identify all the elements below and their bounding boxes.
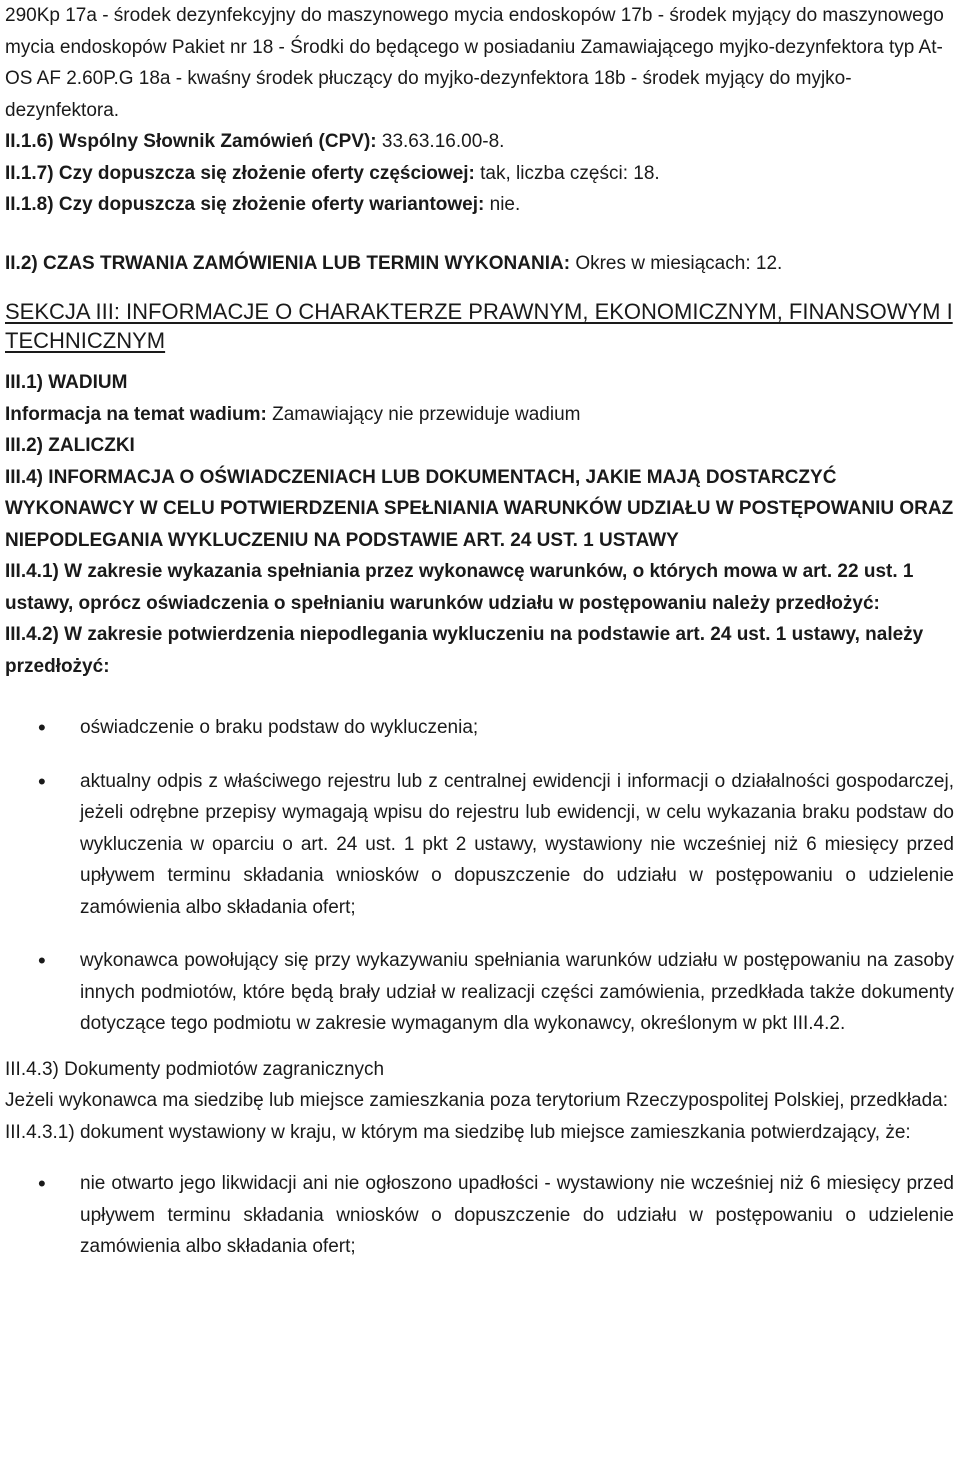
iii42-list: [5, 712, 954, 1040]
spacer: [5, 682, 954, 712]
variant-offer-line: [5, 189, 954, 221]
iii42-heading: III.4.2) W zakresie potwierdzenia niepodlegania wykluczeniu na podstawie art. 24 ust. 1 ustawy, należy przedłożyć:: [5, 624, 924, 677]
spacer: [5, 744, 954, 766]
duration-value: Okres w miesiącach: 12.: [575, 252, 783, 274]
iii43-text: Jeżeli wykonawca ma siedzibę lub miejsce zamieszkania poza terytorium Rzeczypospolitej Polskiej, przedkłada:: [5, 1090, 949, 1111]
list-item: • oświadczenie o braku podstaw do wykluczenia;: [5, 712, 954, 744]
iii4-heading: III.4) INFORMACJA O OŚWIADCZENIACH LUB DOKUMENTACH, JAKIE MAJĄ DOSTARCZYĆ WYKONAWCY W CELU POTWIERDZENIA SPEŁNIANIA WARUNKÓW UDZIAŁU W POSTĘPOWANIU ORAZ NIEPODLEGANIA WYKLUCZENIU NA PODSTAWIE ART. 24 UST. 1 USTAWY: [5, 466, 954, 551]
zaliczki-heading: III.2) ZALICZKI: [5, 435, 135, 456]
duration-line: [5, 248, 954, 280]
section-3-title: SEKCJA III: INFORMACJE O CHARAKTERZE PRAWNYM, EKONOMICZNYM, FINANSOWYM I TECHNICZNYM: [5, 299, 953, 353]
wadium-label: Informacja na temat wadium:: [5, 403, 267, 425]
cpv-label: II.1.6) Wspólny Słownik Zamówień (CPV):: [5, 131, 377, 152]
wadium-heading: III.1) WADIUM: [5, 372, 128, 393]
partial-offer-label: II.1.7) Czy dopuszcza się złożenie oferty częściowej:: [5, 162, 475, 184]
partial-offer-value: tak, liczba części: 18.: [480, 162, 660, 184]
iii43-heading: III.4.3) Dokumenty podmiotów zagranicznych: [5, 1058, 385, 1080]
wadium-line: [5, 399, 954, 431]
iii41-heading: III.4.1) W zakresie wykazania spełniania przez wykonawcę warunków, o których mowa w art. 22 ust. 1 ustawy, oprócz oświadczenia o spełnianiu warunków udziału w postępowaniu należy przedłożyć:: [5, 561, 914, 614]
spacer: [5, 221, 954, 248]
spacer: [5, 355, 954, 367]
list-item: • wykonawca powołujący się przy wykazywaniu spełniania warunków udziału w postępowaniu na zasoby innych podmiotów, które będą brały udział w realizacji części zamówienia, przedkłada także dokumenty dotyczące tego podmiotu w zakresie wymaganym dla wykonawcy, określonym w pkt III.4.2.: [5, 945, 954, 1040]
variant-offer-value: nie.: [489, 194, 521, 215]
list-item: • aktualny odpis z właściwego rejestru lub z centralnej ewidencji i informacji o działalności gospodarczej, jeżeli odrębne przepisy wymagają wpisu do rejestru lub ewidencji, w celu wykazania braku podstaw do wykluczenia w oparciu o art. 24 ust. 1 pkt 2 ustawy, wystawiony nie wcześniej niż 6 miesięcy przed upływem terminu składania wniosków o dopuszczenie do udziału w postępowaniu o udzielenie zamówienia albo składania ofert;: [5, 766, 954, 924]
partial-offer-line: [5, 158, 954, 190]
wadium-value: Zamawiający nie przewiduje wadium: [272, 403, 581, 425]
duration-label: II.2) CZAS TRWANIA ZAMÓWIENIA LUB TERMIN WYKONANIA:: [5, 252, 571, 274]
iii431-text: III.4.3.1) dokument wystawiony w kraju, w którym ma siedzibę lub miejsce zamieszkania potwierdzający, że:: [5, 1121, 911, 1143]
cpv-line: [5, 126, 954, 158]
spacer: [5, 923, 954, 945]
spacer: [5, 1148, 954, 1168]
cpv-value: 33.63.16.00-8.: [381, 131, 505, 152]
spacer: [5, 1040, 954, 1054]
intro-paragraph: 290Kp 17a - środek dezynfekcyjny do maszynowego mycia endoskopów 17b - środek myjący do maszynowego mycia endoskopów Pakiet nr 18 - Środki do będącego w posiadaniu Zamawiającego myjko-dezynfektora typ At-OS AF 2.60P.G 18a - kwaśny środek płuczący do myjko-dezynfektora 18b - środek myjący do myjko-dezynfektora.: [5, 5, 944, 121]
iii431-list: [5, 1168, 954, 1263]
variant-offer-label: II.1.8) Czy dopuszcza się złożenie oferty wariantowej:: [5, 194, 485, 215]
list-item: • nie otwarto jego likwidacji ani nie ogłoszono upadłości - wystawiony nie wcześniej niż 6 miesięcy przed upływem terminu składania wniosków o dopuszczenie do udziału w postępowaniu o udzielenie zamówienia albo składania ofert;: [5, 1168, 954, 1263]
